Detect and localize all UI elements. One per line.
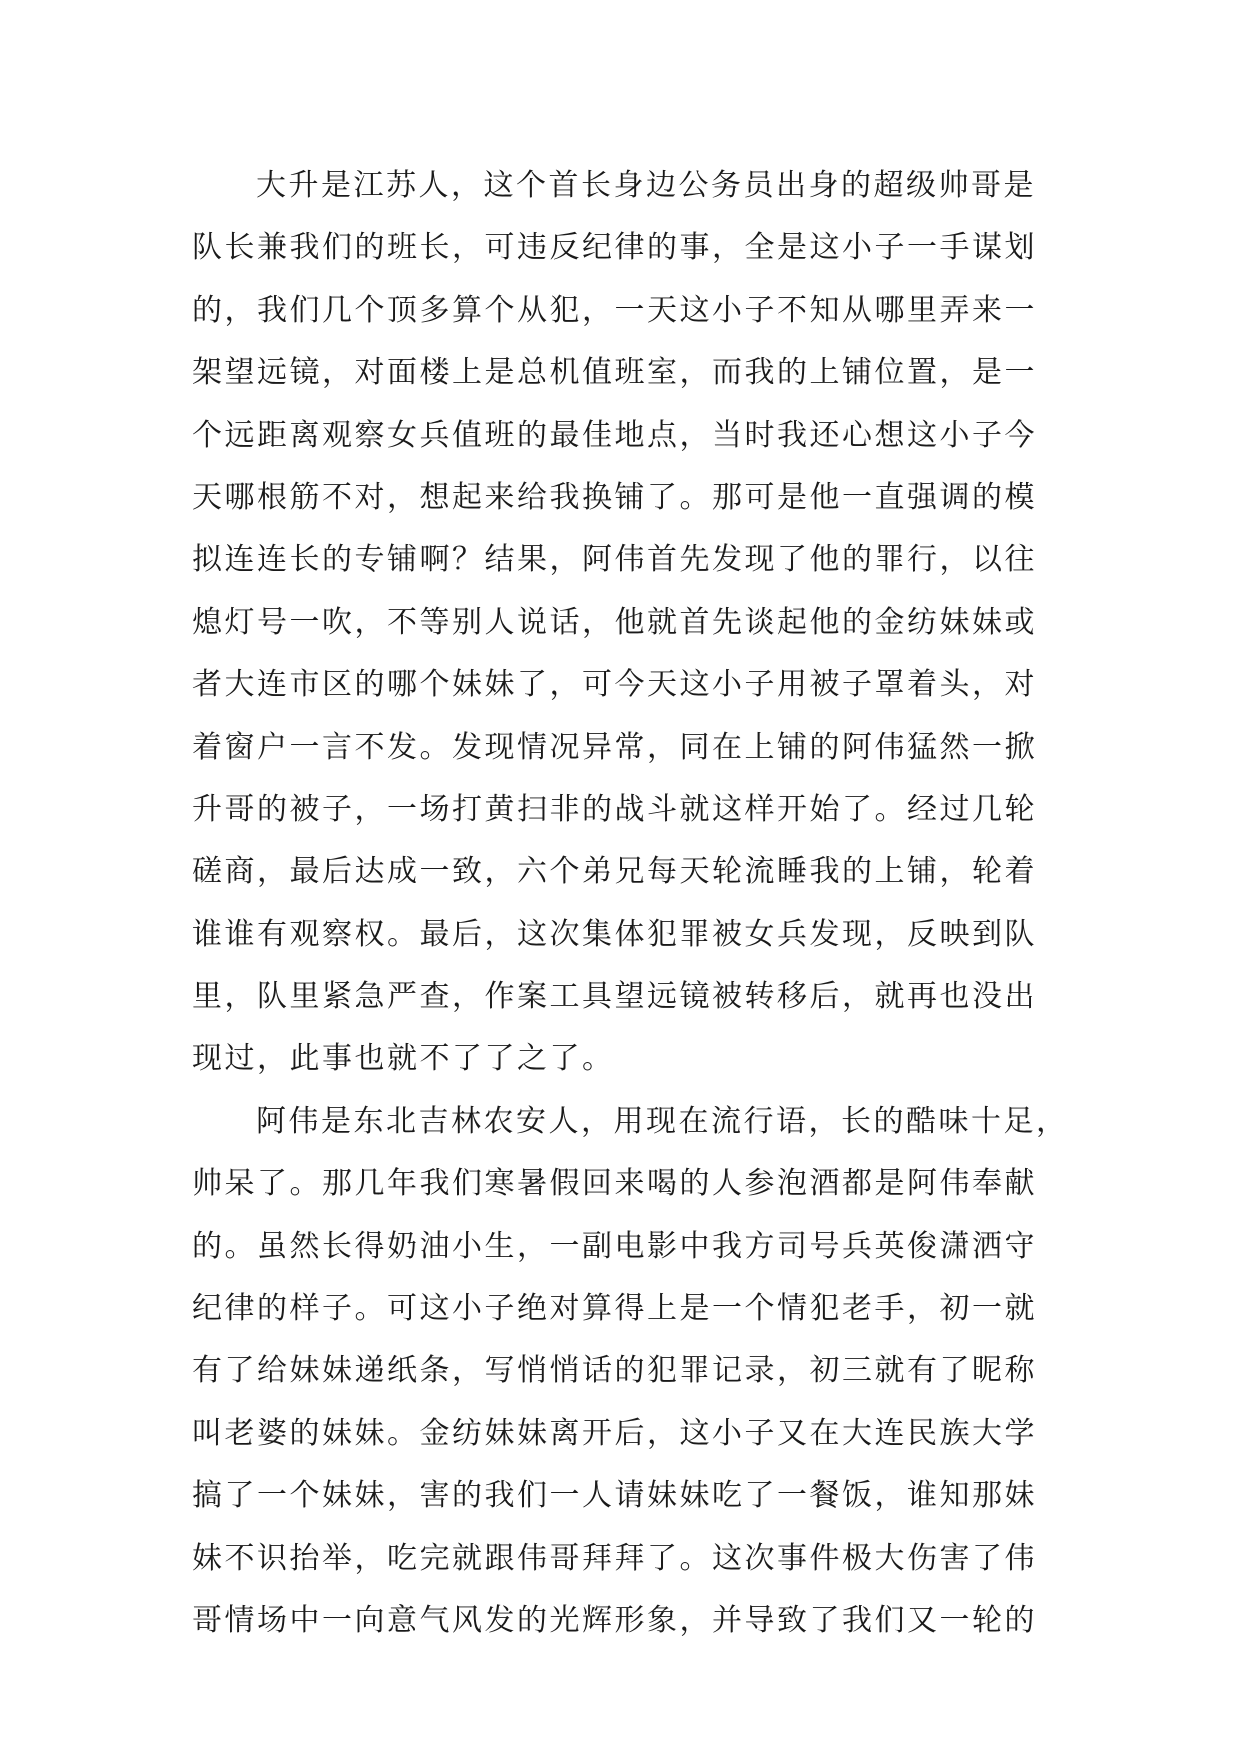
text-line: 拟连连长的专铺啊？结果，阿伟首先发现了他的罪行，以往 [192,542,1037,578]
paragraph-1 [192,155,1052,1091]
text-line: 里，队里紧急严查，作案工具望远镜被转移后，就再也没出 [192,979,1037,1015]
text-line: 的，我们几个顶多算个从犯，一天这小子不知从哪里弄来一 [192,292,1037,328]
text-line: 队长兼我们的班长，可违反纪律的事，全是这小子一手谋划 [192,230,1037,266]
text-line: 阿伟是东北吉林农安人，用现在流行语，长的酷味十足， [256,1103,1069,1139]
text-line: 现过，此事也就不了了之了。 [192,1041,615,1077]
text-line: 架望远镜，对面楼上是总机值班室，而我的上铺位置，是一 [192,355,1037,391]
document-body [192,155,1069,1652]
text-line: 哥情场中一向意气风发的光辉形象，并导致了我们又一轮的 [192,1602,1037,1638]
paragraph-2 [192,1091,1069,1653]
text-line: 叫老婆的妹妹。金纺妹妹离开后，这小子又在大连民族大学 [192,1415,1037,1451]
text-line: 谁谁有观察权。最后，这次集体犯罪被女兵发现，反映到队 [192,916,1037,952]
text-line: 磋商，最后达成一致，六个弟兄每天轮流睡我的上铺，轮着 [192,854,1037,890]
text-line: 天哪根筋不对，想起来给我换铺了。那可是他一直强调的模 [192,479,1037,515]
text-line: 大升是江苏人，这个首长身边公务员出身的超级帅哥是 [256,168,1036,203]
text-line: 搞了一个妹妹，害的我们一人请妹妹吃了一餐饭，谁知那妹 [192,1478,1037,1514]
text-line: 熄灯号一吹，不等别人说话，他就首先谈起他的金纺妹妹或 [192,604,1037,640]
text-line: 妹不识抬举，吃完就跟伟哥拜拜了。这次事件极大伤害了伟 [192,1540,1037,1576]
text-line: 有了给妹妹递纸条，写悄悄话的犯罪记录，初三就有了昵称 [192,1353,1037,1389]
text-line: 纪律的样子。可这小子绝对算得上是一个情犯老手，初一就 [192,1291,1037,1327]
text-line: 帅呆了。那几年我们寒暑假回来喝的人参泡酒都是阿伟奉献 [192,1166,1037,1202]
text-line: 者大连市区的哪个妹妹了，可今天这小子用被子罩着头，对 [192,667,1037,703]
text-line: 的。虽然长得奶油小生，一副电影中我方司号兵英俊潇洒守 [192,1228,1037,1264]
text-line: 升哥的被子，一场打黄扫非的战斗就这样开始了。经过几轮 [192,791,1037,827]
text-line: 个远距离观察女兵值班的最佳地点，当时我还心想这小子今 [192,417,1037,453]
text-line: 着窗户一言不发。发现情况异常，同在上铺的阿伟猛然一掀 [192,729,1037,765]
